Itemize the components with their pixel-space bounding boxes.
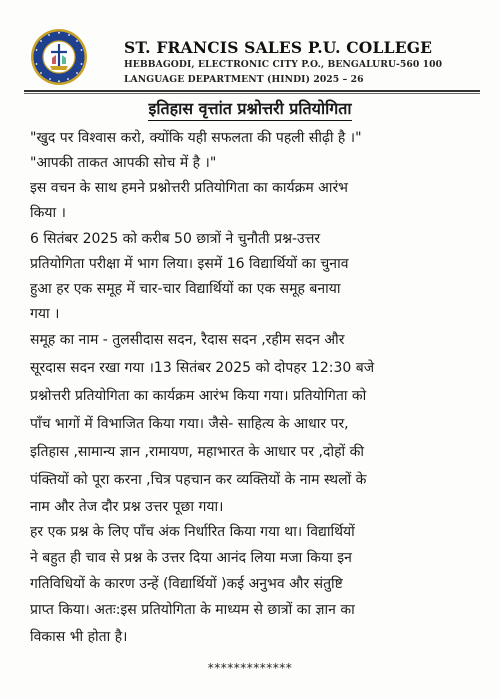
body-line: "आपकी ताकत आपकी सोच में है ।": [30, 155, 217, 171]
college-name: ST. FRANCIS SALES P.U. COLLEGE: [124, 38, 433, 57]
body-line: किया ।: [30, 205, 66, 221]
body-line: हर एक प्रश्न के लिए पाँच अंक निर्धारित किया गया था। विद्यार्थियों: [30, 524, 355, 540]
body-line: गया ।: [30, 306, 60, 322]
header-divider: [24, 90, 480, 92]
body-line: पंक्तियों को पूरा करना ,चित्र पहचान कर व्यक्तियों के नाम स्थलों के: [30, 472, 367, 488]
body-line: पाँच भागों में विभाजित किया गया। जैसे- साहित्य के आधार पर,: [30, 416, 349, 432]
body-line: सूरदास सदन रखा गया ।13 सितंबर 2025 को दोपहर 12:30 बजे: [30, 360, 375, 376]
body-line: नाम और तेज दौर प्रश्न उत्तर पूछा गया।: [30, 499, 224, 515]
college-logo: [30, 28, 88, 86]
body-line: प्राप्त किया। अतः:इस प्रतियोगिता के माध्यम से छात्रों का ज्ञान का: [30, 602, 355, 618]
body-line: हुआ हर एक समूह में चार-चार विद्यार्थियों का एक समूह बनाया: [30, 281, 341, 297]
department-line: LANGUAGE DEPARTMENT (HINDI) 2025 – 26: [124, 74, 364, 85]
body-line: समूह का नाम - तुलसीदास सदन, रैदास सदन ,रहीम सदन और: [30, 332, 345, 348]
document-title-wrap: [0, 97, 500, 121]
body-line: ने बहुत ही चाव से प्रश्न के उत्तर दिया आनंद लिया मजा किया इन: [30, 550, 352, 566]
body-line: इस वचन के साथ हमने प्रश्नोत्तरी प्रतियोगिता का कार्यक्रम आरंभ: [30, 180, 349, 196]
body-line: इतिहास ,सामान्य ज्ञान ,रामायण, महाभारत के आधार पर ,दोहों की: [30, 444, 364, 460]
footer-stars: *************: [207, 661, 293, 675]
body-line: विकास भी होता है।: [30, 629, 128, 645]
college-address: HEBBAGODI, ELECTRONIC CITY P.O., BENGALURU-560 100: [124, 59, 443, 70]
body-line: गतिविधियों के कारण उन्हें (विद्यार्थियों )कई अनुभव और संतुष्टि: [30, 576, 343, 592]
body-line: प्रतियोगिता परीक्षा में भाग लिया। इसमें 16 विद्यार्थियों का चुनाव: [30, 256, 349, 272]
body-line: "खुद पर विश्वास करो, क्योंकि यही सफलता की पहली सीढ़ी है ।": [30, 130, 362, 146]
header-divider-thin: [24, 93, 480, 94]
body-line: प्रश्नोत्तरी प्रतियोगिता का कार्यक्रम आरंभ किया गया। प्रतियोगिता को: [30, 388, 367, 404]
document-title: इतिहास वृत्तांत प्रश्नोत्तरी प्रतियोगिता: [148, 97, 351, 121]
body-line: 6 सितंबर 2025 को करीब 50 छात्रों ने चुनौती प्रश्न-उत्तर: [30, 231, 321, 247]
